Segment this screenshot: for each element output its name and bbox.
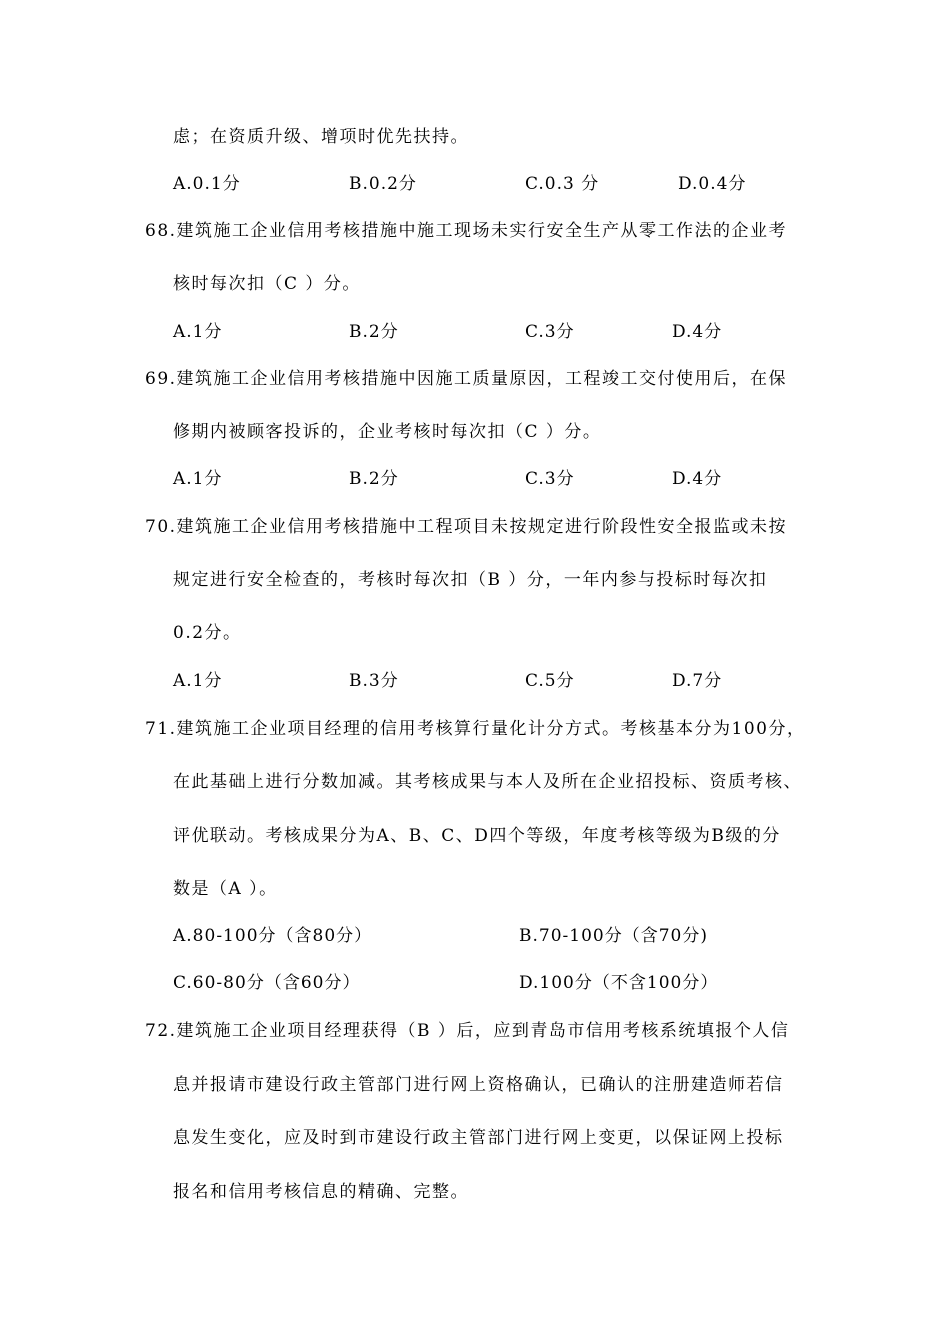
option-c: C.3分 bbox=[525, 322, 575, 342]
option-d: D.4分 bbox=[672, 322, 723, 342]
question-70-line-1: 70.建筑施工企业信用考核措施中工程项目未按规定进行阶段性安全报监或未按 bbox=[145, 517, 788, 537]
question-69-line-2: 修期内被顾客投诉的，企业考核时每次扣（C ）分。 bbox=[173, 422, 602, 442]
option-c: C.0.3 分 bbox=[525, 174, 600, 194]
option-d: D.4分 bbox=[672, 469, 723, 489]
question-72-line-4: 报名和信用考核信息的精确、完整。 bbox=[173, 1182, 469, 1202]
question-71-line-2: 在此基础上进行分数加减。其考核成果与本人及所在企业招投标、资质考核、 bbox=[173, 772, 802, 792]
option-d: D.7分 bbox=[672, 671, 723, 691]
question-72-line-1: 72.建筑施工企业项目经理获得（B ）后，应到青岛市信用考核系统填报个人信 bbox=[145, 1021, 790, 1041]
question-68-line-2: 核时每次扣（C ）分。 bbox=[173, 274, 361, 294]
question-70-line-3: 0.2分。 bbox=[173, 623, 242, 643]
option-a: A.1分 bbox=[173, 322, 223, 342]
option-b: B.70-100分（含70分) bbox=[519, 926, 708, 946]
question-70-line-2: 规定进行安全检查的，考核时每次扣（B ）分，一年内参与投标时每次扣 bbox=[173, 570, 768, 590]
option-a: A.1分 bbox=[173, 469, 223, 489]
question-72-line-3: 息发生变化，应及时到市建设行政主管部门进行网上变更，以保证网上投标 bbox=[173, 1128, 784, 1148]
option-a: A.0.1分 bbox=[173, 174, 241, 194]
question-71-line-1: 71.建筑施工企业项目经理的信用考核算行量化计分方式。考核基本分为100分， bbox=[145, 719, 806, 739]
question-71-line-3: 评优联动。考核成果分为A、B、C、D四个等级，年度考核等级为B级的分 bbox=[173, 826, 781, 846]
option-c: C.5分 bbox=[525, 671, 575, 691]
question-69-line-1: 69.建筑施工企业信用考核措施中因施工质量原因，工程竣工交付使用后，在保 bbox=[145, 369, 788, 389]
option-b: B.0.2分 bbox=[349, 174, 417, 194]
option-d: D.100分（不含100分） bbox=[519, 973, 719, 993]
question-71-line-4: 数是（A ）。 bbox=[173, 879, 278, 899]
question-72-line-2: 息并报请市建设行政主管部门进行网上资格确认，已确认的注册建造师若信 bbox=[173, 1075, 784, 1095]
question-68-line-1: 68.建筑施工企业信用考核措施中施工现场未实行安全生产从零工作法的企业考 bbox=[145, 221, 788, 241]
option-b: B.2分 bbox=[349, 469, 399, 489]
option-a: A.1分 bbox=[173, 671, 223, 691]
question-67-continuation: 虑；在资质升级、增项时优先扶持。 bbox=[173, 127, 469, 147]
option-d: D.0.4分 bbox=[678, 174, 747, 194]
option-a: A.80-100分（含80分） bbox=[173, 926, 373, 946]
option-b: B.2分 bbox=[349, 322, 399, 342]
option-c: C.60-80分（含60分） bbox=[173, 973, 361, 993]
option-c: C.3分 bbox=[525, 469, 575, 489]
option-b: B.3分 bbox=[349, 671, 399, 691]
